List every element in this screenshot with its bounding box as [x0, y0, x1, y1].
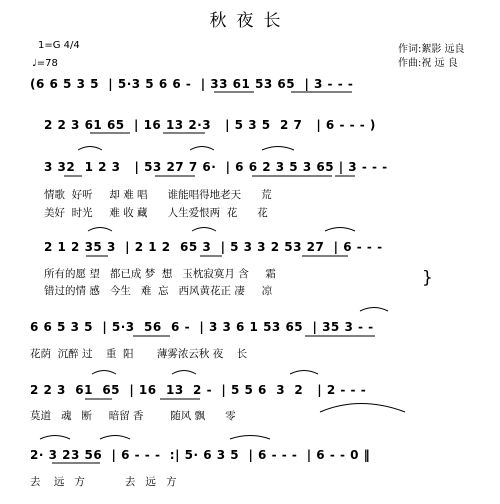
slur: [190, 147, 214, 151]
slur: [92, 371, 116, 375]
lyricist-credit: 作词:絮影 远良: [398, 44, 465, 55]
slur: [290, 371, 318, 375]
score-row-4: 2 1 2 35 3 | 2 1 2 65 3 | 5 3 3 2 53 27 | 6 - - -: [44, 240, 383, 254]
lyric-row-7: 去 远 方 去 远 方: [30, 476, 177, 488]
lyric-row-4a: 所有的愿 望 都已成 梦 想 玉枕寂寞月 含 霜: [44, 268, 276, 280]
slur: [78, 147, 102, 151]
tempo-mark: ♩=78: [32, 58, 58, 69]
score-row-7: 2· 3 23 56 | 6 - - - :| 5· 6 3 5 | 6 - - - | 6 - - 0 ‖: [30, 448, 371, 462]
lyric-row-3b: 美好 时光 难 收 藏 人生爱恨两 花 花: [44, 207, 268, 219]
lyric-row-3a: 情歌 好听 却 难 唱 谁能唱得地老天 荒: [44, 189, 272, 201]
slur: [192, 228, 216, 232]
song-title: 秋夜长: [209, 11, 291, 31]
key-signature: 1=G 4/4: [38, 40, 80, 51]
slur: [172, 371, 196, 375]
slur: [360, 308, 388, 312]
score-row-1: (6 6 5 3 5 | 5·3 5 6 6 - | 33 61 53 65 | 3 - - -: [30, 77, 354, 91]
slur: [325, 228, 355, 232]
score-row-3: 3 32 1 2 3 | 53 27 7 6· | 6 6 2 3 5 3 65 | 3 - - -: [44, 160, 388, 174]
score-row-6: 2 2 3 61 65 | 16 13 2 - | 5 5 6 3 2 | 2 - - -: [30, 383, 367, 397]
score-row-2: 2 2 3 61 65 | 16 13 2·3 | 5 3 5 2 7 | 6 - - - ): [44, 118, 376, 132]
repeat-brace: }: [422, 268, 433, 288]
lyric-row-6: 莫道 魂 断 暗留 香 随风 飘 零: [30, 410, 236, 422]
slur: [100, 436, 130, 440]
slur: [320, 404, 405, 413]
slur: [40, 436, 70, 440]
lyric-row-5: 花荫 沉醉 过 重 阳 薄雾浓云秋 夜 长: [30, 348, 248, 360]
lyric-row-4b: 错过的情 感 今生 难 忘 西风黄花正 凄 凉: [44, 285, 273, 297]
slur: [88, 228, 112, 232]
slur: [230, 436, 270, 440]
composer-credit: 作曲:祝 远 良: [398, 58, 458, 69]
slur: [262, 147, 294, 151]
score-row-5: 6 6 5 3 5 | 5·3 56 6 - | 3 3 6 1 53 65 | 35 3 - -: [30, 320, 374, 334]
